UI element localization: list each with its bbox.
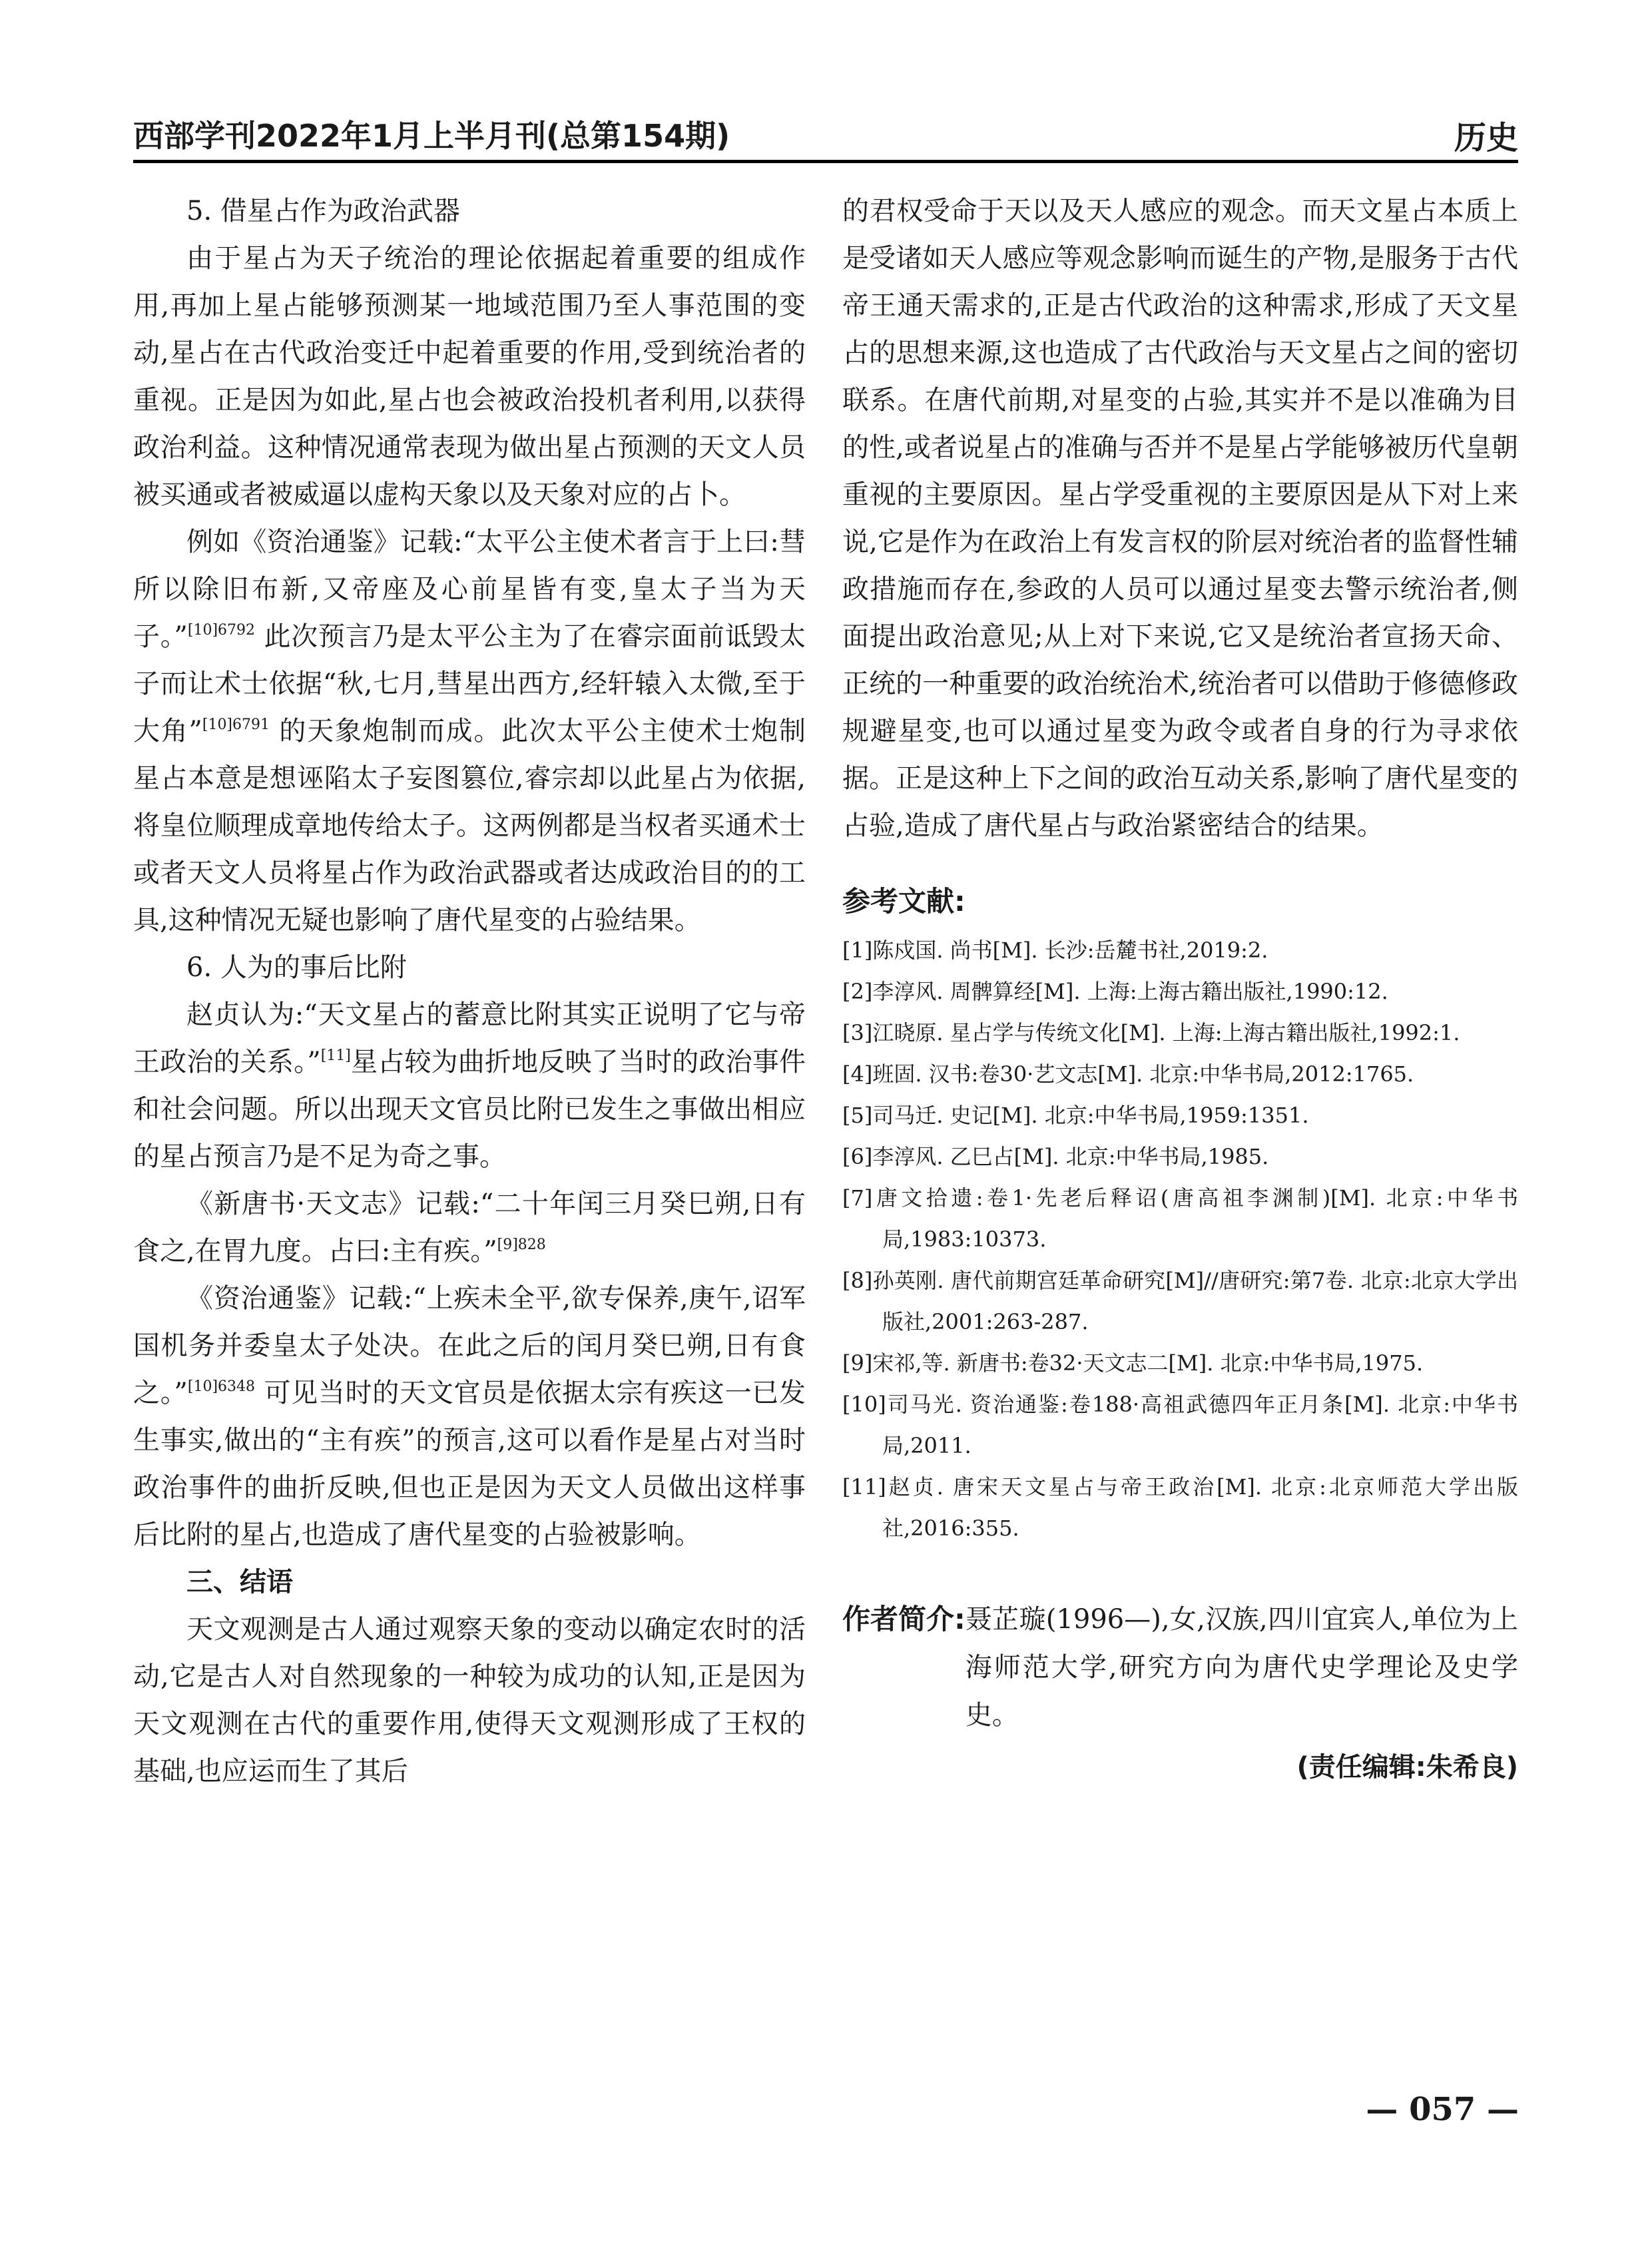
section-title-conclusion: 三、结语 [186, 1567, 293, 1597]
section-label: 历史 [1454, 119, 1518, 156]
paragraph-text: 赵贞认为:“天文星占的蓄意比附其实正说明了它与帝王政治的关系。” [133, 999, 806, 1077]
paragraph-text: 的天象炮制而成。此次太平公主使术士炮制星占本意是想诬陷太子妄图篡位,睿宗却以此星占为依据,将皇位顺理成章地传给太子。这两例都是当权者买通术士或者天文人员将星占作为政治武器或者达成政治目的的工具,这种情况无疑也影响了唐代星变的占验结果。 [133, 716, 806, 936]
reference-item: [9]宋祁,等. 新唐书:卷32·天文志二[M]. 北京:中华书局,1975. [842, 1350, 1424, 1376]
reference-item: [7]唐文拾遗:卷1·先老后释诏(唐高祖李渊制)[M]. 北京:中华书局,1983:10373. [842, 1185, 1518, 1252]
citation: [11] [320, 1047, 351, 1064]
page-number: — 057 — [1366, 2091, 1519, 2128]
paragraph-text: 《新唐书·天文志》记载:“二十年闰三月癸巳朔,日有食之,在胃九度。占曰:主有疾。” [133, 1189, 806, 1266]
paragraph-text: 星占较为曲折地反映了当时的政治事件和社会问题。所以出现天文官员比附已发生之事做出相应的星占预言乃是不足为奇之事。 [133, 1047, 806, 1172]
citation: [10]6791 [202, 716, 270, 733]
paragraph [133, 1181, 806, 1275]
reference-item: [10]司马光. 资治通鉴:卷188·高祖武德四年正月条[M]. 北京:中华书局,2011. [842, 1392, 1518, 1458]
reference-item: [8]孙英刚. 唐代前期宫廷革命研究[M]//唐研究:第7卷. 北京:北京大学出版社,2001:263-287. [842, 1268, 1518, 1334]
paragraph-text: 可见当时的天文官员是依据太宗有疾这一已发生事实,做出的“主有疾”的预言,这可以看作是星占对当时政治事件的曲折反映,但也正是因为天文人员做出这样事后比附的星占,也造成了唐代星变的占验被影响。 [133, 1378, 806, 1550]
references-title: 参考文献: [842, 885, 965, 918]
paragraph: 天文观测是古人通过观察天象的变动以确定农时的活动,它是古人对自然现象的一种较为成功的认知,正是因为天文观测在古代的重要作用,使得天文观测形成了王权的基础,也应运而生了其后 [133, 1614, 806, 1787]
citation: [9]828 [497, 1237, 546, 1253]
paragraph [133, 1275, 806, 1559]
subsection-title-6: 6. 人为的事后比附 [186, 952, 407, 983]
reference-item: [5]司马迁. 史记[M]. 北京:中华书局,1959:1351. [842, 1103, 1309, 1128]
left-column [133, 188, 806, 1795]
paragraph: 由于星占为天子统治的理论依据起着重要的组成作用,再加上星占能够预测某一地域范围乃至人事范围的变动,星占在古代政治变迁中起着重要的作用,受到统治者的重视。正是因为如此,星占也会被政治投机者利用,以获得政治利益。这种情况通常表现为做出星占预测的天文人员被买通或者被威逼以虚构天象以及天象对应的占卜。 [133, 243, 806, 510]
author-label: 作者简介: [842, 1603, 965, 1635]
author-bio [842, 1595, 1518, 1739]
citation: [10]6792 [187, 622, 256, 639]
paragraph-text: 此次预言乃是太平公主为了在睿宗面前诋毁太子而让术士依据“秋,七月,彗星出西方,经轩辕入太微,至于大角” [133, 621, 806, 746]
reference-item: [6]李淳风. 乙巳占[M]. 北京:中华书局,1985. [842, 1144, 1269, 1169]
paragraph-text: 例如《资治通鉴》记载:“太平公主使术者言于上曰:彗所以除旧布新,又帝座及心前星皆有变,皇太子当为天子。” [133, 527, 806, 652]
reference-item: [3]江晓原. 星占学与传统文化[M]. 上海:上海古籍出版社,1992:1. [842, 1020, 1460, 1045]
reference-item: [4]班固. 汉书:卷30·艺文志[M]. 北京:中华书局,2012:1765. [842, 1061, 1414, 1087]
journal-title: 西部学刊2022年1月上半月刊(总第154期) [133, 118, 730, 154]
reference-item: [11]赵贞. 唐宋天文星占与帝王政治[M]. 北京:北京师范大学出版社,2016:355. [842, 1474, 1518, 1541]
paragraph: 的君权受命于天以及天人感应的观念。而天文星占本质上是受诸如天人感应等观念影响而诞生的产物,是服务于古代帝王通天需求的,正是古代政治的这种需求,形成了天文星占的思想来源,这也造成了古代政治与天文星占之间的密切联系。在唐代前期,对星变的占验,其实并不是以准确为目的性,或者说星占的准确与否并不是星占学能够被历代皇朝重视的主要原因。星占学受重视的主要原因是从下对上来说,它是作为在政治上有发言权的阶层对统治者的监督性辅政措施而存在,参政的人员可以通过星变去警示统治者,侧面提出政治意见;从上对下来说,它又是统治者宣扬天命、正统的一种重要的政治统治术,统治者可以借助于修德修政规避星变,也可以通过星变为政令或者自身的行为寻求依据。正是这种上下之间的政治互动关系,影响了唐代星变的占验,造成了唐代星占与政治紧密结合的结果。 [842, 196, 1518, 841]
paragraph-text: 《资治通鉴》记载:“上疾未全平,欲专保养,庚午,诏军国机务并委皇太子处决。在此之后的闰月癸巳朔,日有食之。” [133, 1283, 806, 1408]
references-list [842, 930, 1518, 1549]
author-text: 聂芷璇(1996—),女,汉族,四川宜宾人,单位为上海师范大学,研究方向为唐代史学理论及史学史。 [965, 1604, 1518, 1731]
reference-item: [1]陈戍国. 尚书[M]. 长沙:岳麓书社,2019:2. [842, 938, 1268, 963]
right-column [842, 188, 1518, 1784]
reference-item: [2]李淳风. 周髀算经[M]. 上海:上海古籍出版社,1990:12. [842, 979, 1388, 1004]
paragraph [133, 991, 806, 1181]
page-header [133, 107, 1518, 163]
citation: [10]6348 [187, 1378, 256, 1395]
paragraph [133, 519, 806, 944]
subsection-title-5: 5. 借星占作为政治武器 [186, 196, 460, 226]
responsible-editor: (责任编辑:朱希良) [1296, 1752, 1518, 1783]
